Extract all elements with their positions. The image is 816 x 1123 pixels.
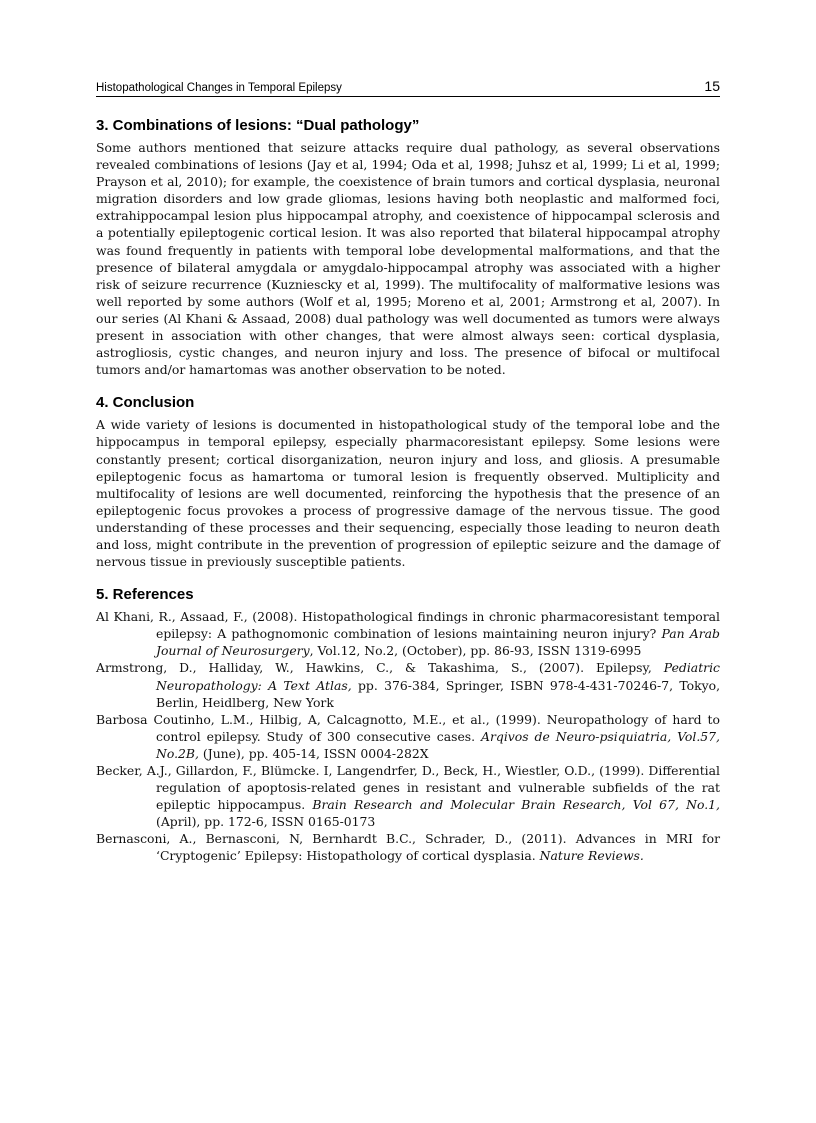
reference-details: (June), pp. 405-14, ISSN 0004-282X (198, 745, 429, 761)
reference-details: (April), pp. 172-6, ISSN 0165-0173 (156, 814, 376, 830)
reference-text: Al Khani, R., Assaad, F., (2008). Histopathological findings in chronic pharmacoresistant temporal epilepsy: A pathognomonic combination of lesions maintaining neuron injury? (96, 609, 720, 642)
reference-item (96, 608, 720, 659)
reference-item (96, 659, 720, 710)
references-list (96, 608, 720, 864)
reference-item (96, 762, 720, 830)
reference-item (96, 711, 720, 762)
reference-text: Becker, A.J., Gillardon, F., Blümcke. I, Langendrfer, D., Beck, H., Wiestler, O.D., (1999). Differential regulation of apoptosis-related genes in resistant and vulnerable subfields of the rat epileptic hippocampus. (96, 763, 720, 813)
reference-source: Pan Arab Journal of Neurosurgery (156, 626, 720, 659)
reference-details: pp. 376-384, Springer, ISBN 978-4-431-70246-7, Tokyo, Berlin, Heidlberg, New York (156, 677, 721, 710)
section-heading-conclusion: 4. Conclusion (96, 394, 195, 412)
section-heading-combinations: 3. Combinations of lesions: “Dual pathology” (96, 117, 420, 134)
reference-source: Pediatric Neuropathology: A Text Atlas, (156, 660, 720, 693)
reference-source: Brain Research and Molecular Brain Research, Vol 67, No.1, (312, 797, 720, 813)
reference-text: Barbosa Coutinho, L.M., Hilbig, A, Calcagnotto, M.E., et al., (1999). Neuropathology of hard to control epilepsy. Study of 300 consecutive cases. (96, 711, 720, 744)
reference-source: Arqivos de Neuro-psiquiatria, Vol.57, No.2B, (156, 728, 720, 761)
reference-text: Armstrong, D., Halliday, W., Hawkins, C., & Takashima, S., (2007). Epilepsy, (96, 660, 664, 676)
paragraph-conclusion: A wide variety of lesions is documented in histopathological study of the temporal lobe and the hippocampus in temporal epilepsy, especially pharmacoresistant epilepsy. Some lesions were constantly present; cortical disorganization, neuron injury and loss, and gliosis. A presumable epileptogenic focus as hamartoma or tumoral lesion is frequently observed. Multiplicity and multifocality of lesions are well documented, reinforcing the hypothesis that the presence of an epileptogenic focus provokes a process of progressive damage of the nervous tissue. The good understanding of these processes and their sequencing, especially those leading to neuron death and loss, might contribute in the prevention of progression of epileptic seizure and the damage of nervous tissue in previously susceptible patients. (96, 417, 720, 570)
page-number: 15 (704, 78, 720, 94)
page (96, 78, 720, 865)
section-heading-references: 5. References (96, 586, 194, 604)
paragraph-combinations: Some authors mentioned that seizure attacks require dual pathology, as several observations revealed combinations of lesions (Jay et al, 1994; Oda et al, 1998; Juhsz et al, 1999; Li et al, 1999; Prayson et al, 2010); for example, the coexistence of brain tumors and cortical dysplasia, neuronal migration disorders and low grade gliomas, lesions having both neoplastic and malformed foci, extrahippocampal lesion plus hippocampal atrophy, and coexistence of hippocampal sclerosis and a potentially epileptogenic cortical lesion. It was also reported that bilateral hippocampal atrophy was found frequently in patients with temporal lobe developmental malformations, and that the presence of bilateral amygdala or amygdalo-hippocampal atrophy was associated with a higher risk of seizure recurrence (Kuzniescky et al, 1999). The multifocality of malformative lesions was well reported by some authors (Wolf et al, 1995; Moreno et al, 2001; Armstrong et al, 2007). In our series (Al Khani & Assaad, 2008) dual pathology was well documented as tumors were always present in association with other changes, that were almost always seen: cortical dysplasia, astrogliosis, cystic changes, and neuron injury and loss. The presence of bifocal or multifocal tumors and/or hamartomas was another observation to be noted. (96, 140, 720, 378)
running-title: Histopathological Changes in Temporal Epilepsy (96, 82, 342, 94)
running-header (96, 78, 720, 97)
reference-details: , Vol.12, No.2, (October), pp. 86-93, ISSN 1319-6995 (309, 643, 642, 659)
reference-text: Bernasconi, A., Bernasconi, N, Bernhardt B.C., Schrader, D., (2011). Advances in MRI for ‘Cryptogenic’ Epilepsy: Histopathology of cortical dysplasia. (96, 831, 720, 864)
reference-item (96, 830, 720, 864)
reference-source: Nature Reviews. (539, 848, 644, 864)
